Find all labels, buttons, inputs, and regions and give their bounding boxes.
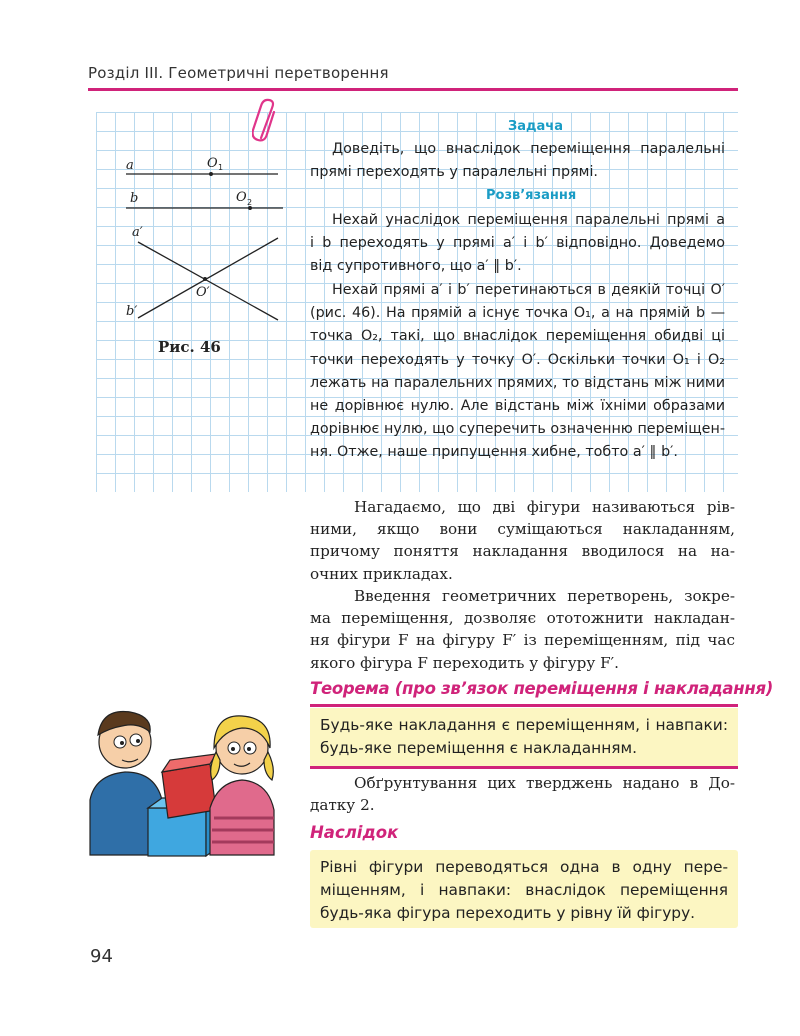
reminder-paragraph-1 bbox=[310, 496, 735, 585]
reminder-line: причому поняття накладання вводилося на на- bbox=[310, 542, 735, 561]
theorem-top-rule bbox=[310, 704, 738, 707]
corollary-line: міщенням, і навпаки: внаслідок переміщення bbox=[320, 881, 728, 899]
solution-title: Розв’язання bbox=[486, 188, 577, 203]
theorem-title: Теорема (про зв’язок переміщення і накладання) bbox=[310, 679, 773, 698]
corollary-line: Рівні фігури переводяться одна в одну пере- bbox=[320, 858, 728, 876]
task-text bbox=[310, 138, 725, 184]
label-a-prime: a′ bbox=[132, 225, 143, 240]
solution-line: Нехай унаслідок переміщення паралельні прямі a bbox=[332, 212, 725, 228]
page-number: 94 bbox=[90, 946, 113, 967]
solution-line: і b переходять у прямі a′ і b′ відповідно. Доведемо bbox=[310, 235, 725, 252]
label-O-prime: O′ bbox=[196, 285, 210, 300]
theorem-line: будь-яке переміщення є накладанням. bbox=[320, 739, 638, 757]
solution-line: не дорівнює нулю. Але відстань між їхніми образами bbox=[310, 397, 725, 414]
justification-paragraph bbox=[310, 772, 735, 816]
solution-line: ня. Отже, наше припущення хибне, тобто a′ ∥ b′. bbox=[310, 444, 678, 461]
paperclip-icon bbox=[252, 98, 280, 146]
section-header: Розділ III. Геометричні перетворення bbox=[88, 64, 389, 82]
reminder-line: очних прикладах. bbox=[310, 564, 453, 583]
line-b-prime bbox=[138, 238, 278, 318]
justification-line: датку 2. bbox=[310, 796, 375, 815]
solution-line: дорівнює нулю, що суперечить означенню переміщен- bbox=[310, 421, 725, 438]
point-O1 bbox=[209, 172, 213, 176]
corollary-line: будь-яка фігура переходить у рівну їй фігуру. bbox=[320, 904, 696, 922]
solution-line: точка O₂, такі, що внаслідок переміщення обидві ці bbox=[310, 328, 725, 345]
point-O-prime bbox=[203, 277, 207, 281]
theorem-box bbox=[310, 708, 738, 766]
reminder-line: ма переміщення, дозволяє ототожнити накладан- bbox=[310, 609, 735, 628]
corollary-box bbox=[310, 850, 738, 928]
reminder-line: ня фігури F на фігуру F′ із переміщенням, під час bbox=[310, 631, 735, 650]
label-a: a bbox=[126, 158, 134, 173]
solution-line: (рис. 46). На прямій a існує точка O₁, а на прямій b — bbox=[310, 305, 725, 322]
corollary-title: Наслідок bbox=[310, 823, 399, 842]
kids-illustration bbox=[70, 690, 300, 860]
reminder-line: Введення геометричних перетворень, зокре- bbox=[354, 587, 735, 605]
theorem-line: Будь-яке накладання є переміщенням, і навпаки: bbox=[320, 716, 728, 734]
task-line: прямі переходять у паралельні прямі. bbox=[310, 164, 598, 181]
label-b: b bbox=[130, 191, 139, 206]
label-O2: O bbox=[236, 190, 247, 205]
reminder-line: якого фігура F переходить у фігуру F′. bbox=[310, 653, 619, 672]
reminder-line: ними, якщо вони суміщаються накладанням, bbox=[310, 520, 735, 539]
justification-line: Обґрунтування цих тверджень надано в До- bbox=[354, 774, 735, 792]
task-line: Доведіть, що внаслідок переміщення паралельні bbox=[332, 141, 725, 157]
figure-caption: Рис. 46 bbox=[158, 338, 221, 356]
label-O1: O bbox=[207, 156, 218, 171]
solution-paragraph-2 bbox=[310, 279, 725, 465]
solution-line: точки переходять у точку O′. Оскільки точки O₁ і O₂ bbox=[310, 351, 725, 368]
solution-paragraph-1 bbox=[310, 209, 725, 279]
task-title: Задача bbox=[508, 119, 563, 134]
figure-46-diagram bbox=[118, 150, 308, 330]
solution-line: лежать на паралельних прямих, то відстань між ними bbox=[310, 374, 725, 391]
solution-line: від супротивного, що a′ ∥ b′. bbox=[310, 258, 522, 275]
label-b-prime: b′ bbox=[126, 304, 138, 319]
label-O2-sub: 2 bbox=[247, 198, 253, 207]
header-divider bbox=[88, 88, 738, 91]
reminder-paragraph-2 bbox=[310, 585, 735, 674]
reminder-line: Нагадаємо, що дві фігури називаються рів- bbox=[354, 498, 735, 516]
label-O1-sub: 1 bbox=[218, 163, 224, 172]
line-a-prime bbox=[138, 242, 278, 320]
theorem-bottom-rule bbox=[310, 766, 738, 769]
solution-line: Нехай прямі a′ і b′ перетинаються в деякій точці O′ bbox=[332, 282, 725, 298]
